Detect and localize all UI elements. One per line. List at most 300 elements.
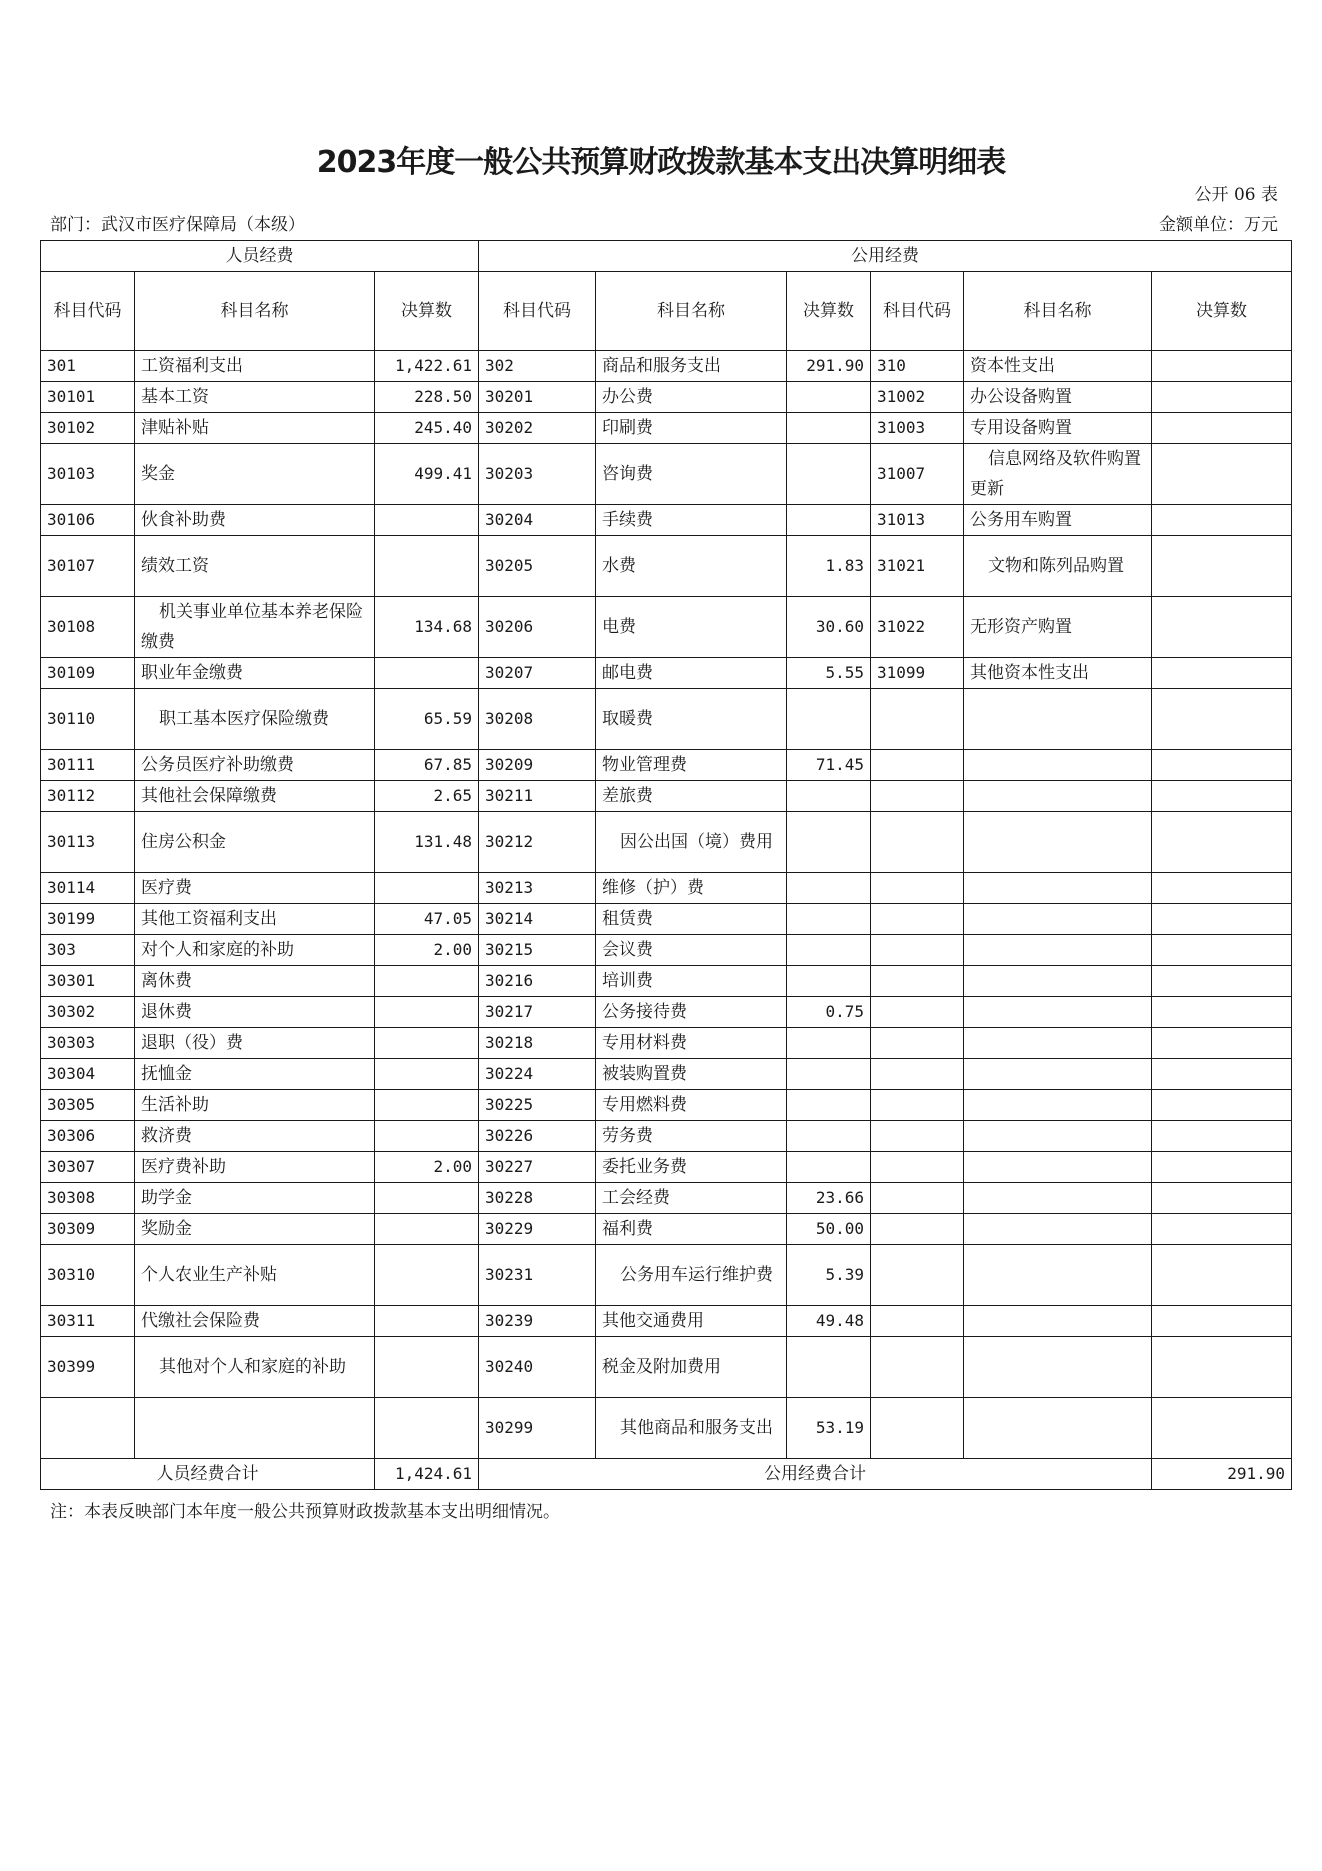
cell-amount (1152, 413, 1292, 444)
cell-name: 奖金 (135, 444, 375, 505)
cell-name: 文物和陈列品购置 (964, 536, 1152, 597)
cell-code: 30229 (479, 1214, 596, 1245)
cell-code: 301 (41, 351, 135, 382)
header-amount: 决算数 (1152, 272, 1292, 351)
cell-name: 被装购置费 (596, 1059, 787, 1090)
table-row (41, 1059, 1292, 1090)
cell-code: 30399 (41, 1337, 135, 1398)
cell-code: 30215 (479, 935, 596, 966)
cell-amount (375, 505, 479, 536)
cell-name: 物业管理费 (596, 750, 787, 781)
cell-name: 公务用车运行维护费 (596, 1245, 787, 1306)
cell-name (964, 689, 1152, 750)
cell-code: 30302 (41, 997, 135, 1028)
cell-name (964, 750, 1152, 781)
cell-code (871, 812, 964, 873)
cell-name: 其他社会保障缴费 (135, 781, 375, 812)
personnel-total-label: 人员经费合计 (41, 1459, 375, 1490)
cell-amount (1152, 536, 1292, 597)
cell-code: 30114 (41, 873, 135, 904)
table-row (41, 873, 1292, 904)
page-title: 2023年度一般公共预算财政拨款基本支出决算明细表 (316, 145, 1006, 180)
cell-amount: 228.50 (375, 382, 479, 413)
cell-code: 30310 (41, 1245, 135, 1306)
cell-name (964, 997, 1152, 1028)
cell-code: 30201 (479, 382, 596, 413)
cell-code: 30218 (479, 1028, 596, 1059)
cell-name (964, 1152, 1152, 1183)
cell-name: 其他商品和服务支出 (596, 1398, 787, 1459)
cell-name (964, 1306, 1152, 1337)
cell-name (964, 1059, 1152, 1090)
cell-amount (1152, 873, 1292, 904)
cell-code: 30309 (41, 1214, 135, 1245)
cell-code: 30299 (479, 1398, 596, 1459)
personnel-group-header: 人员经费 (41, 241, 479, 272)
cell-amount (787, 689, 871, 750)
cell-code (871, 781, 964, 812)
table-row (41, 997, 1292, 1028)
cell-code: 303 (41, 935, 135, 966)
cell-amount (375, 1028, 479, 1059)
cell-amount: 53.19 (787, 1398, 871, 1459)
cell-name: 邮电费 (596, 658, 787, 689)
cell-code: 30213 (479, 873, 596, 904)
table-row (41, 966, 1292, 997)
cell-name: 基本工资 (135, 382, 375, 413)
cell-amount (1152, 1214, 1292, 1245)
cell-amount (787, 904, 871, 935)
cell-name: 维修（护）费 (596, 873, 787, 904)
cell-code: 30110 (41, 689, 135, 750)
cell-amount: 245.40 (375, 413, 479, 444)
cell-code: 30304 (41, 1059, 135, 1090)
cell-amount (375, 1214, 479, 1245)
cell-amount: 291.90 (787, 351, 871, 382)
cell-amount (787, 1337, 871, 1398)
cell-code (871, 997, 964, 1028)
cell-code: 30111 (41, 750, 135, 781)
cell-amount (1152, 1090, 1292, 1121)
cell-code: 30228 (479, 1183, 596, 1214)
table-column-header (41, 272, 1292, 351)
cell-code: 30209 (479, 750, 596, 781)
table-row (41, 658, 1292, 689)
cell-amount (375, 1306, 479, 1337)
public-total-label: 公用经费合计 (479, 1459, 1152, 1490)
cell-code (871, 1337, 964, 1398)
cell-amount (375, 997, 479, 1028)
amount-unit-label: 金额单位：万元 (1159, 215, 1278, 235)
cell-code (871, 1245, 964, 1306)
cell-code: 30109 (41, 658, 135, 689)
cell-code: 31099 (871, 658, 964, 689)
cell-code (871, 1306, 964, 1337)
table-row (41, 1121, 1292, 1152)
table-row (41, 904, 1292, 935)
cell-amount: 1.83 (787, 536, 871, 597)
cell-amount (1152, 689, 1292, 750)
cell-name: 公务员医疗补助缴费 (135, 750, 375, 781)
header-amount: 决算数 (787, 272, 871, 351)
cell-code: 30224 (479, 1059, 596, 1090)
cell-amount (1152, 505, 1292, 536)
department-label: 部门：武汉市医疗保障局（本级） (50, 215, 305, 235)
cell-name: 水费 (596, 536, 787, 597)
table-group-header (41, 241, 1292, 272)
header-amount: 决算数 (375, 272, 479, 351)
form-number: 公开 06 表 (1194, 185, 1278, 205)
table-row (41, 689, 1292, 750)
cell-amount (787, 966, 871, 997)
cell-code: 30102 (41, 413, 135, 444)
table-row (41, 1306, 1292, 1337)
cell-name: 工会经费 (596, 1183, 787, 1214)
cell-amount (1152, 750, 1292, 781)
cell-amount (375, 1090, 479, 1121)
cell-name: 专用设备购置 (964, 413, 1152, 444)
cell-code: 30107 (41, 536, 135, 597)
cell-name: 取暖费 (596, 689, 787, 750)
cell-name (135, 1398, 375, 1459)
cell-amount (787, 1152, 871, 1183)
cell-amount (375, 658, 479, 689)
cell-name: 办公费 (596, 382, 787, 413)
table-row (41, 781, 1292, 812)
cell-amount (787, 413, 871, 444)
expenditure-detail-table (40, 240, 1292, 1490)
cell-name: 劳务费 (596, 1121, 787, 1152)
cell-amount (1152, 1337, 1292, 1398)
cell-amount (1152, 1398, 1292, 1459)
cell-name: 印刷费 (596, 413, 787, 444)
cell-code: 30106 (41, 505, 135, 536)
cell-amount: 30.60 (787, 597, 871, 658)
cell-amount (1152, 966, 1292, 997)
table-row (41, 750, 1292, 781)
cell-name: 委托业务费 (596, 1152, 787, 1183)
cell-name (964, 1245, 1152, 1306)
cell-code (871, 1398, 964, 1459)
cell-name: 公务用车购置 (964, 505, 1152, 536)
cell-name: 绩效工资 (135, 536, 375, 597)
cell-code (871, 1121, 964, 1152)
cell-name: 会议费 (596, 935, 787, 966)
cell-name: 退职（役）费 (135, 1028, 375, 1059)
cell-amount (787, 505, 871, 536)
cell-name: 救济费 (135, 1121, 375, 1152)
cell-amount (375, 1183, 479, 1214)
personnel-total-value: 1,424.61 (375, 1459, 479, 1490)
cell-amount (787, 1090, 871, 1121)
cell-name (964, 781, 1152, 812)
cell-code: 31002 (871, 382, 964, 413)
cell-name: 机关事业单位基本养老保险缴费 (135, 597, 375, 658)
cell-code (871, 689, 964, 750)
cell-amount (787, 781, 871, 812)
cell-amount (787, 935, 871, 966)
cell-code: 31003 (871, 413, 964, 444)
cell-amount: 50.00 (787, 1214, 871, 1245)
cell-name: 伙食补助费 (135, 505, 375, 536)
cell-amount (1152, 1306, 1292, 1337)
cell-amount: 2.00 (375, 935, 479, 966)
cell-amount (787, 382, 871, 413)
cell-name: 租赁费 (596, 904, 787, 935)
cell-amount (1152, 1152, 1292, 1183)
table-row (41, 1090, 1292, 1121)
cell-name: 离休费 (135, 966, 375, 997)
cell-amount (1152, 1028, 1292, 1059)
table-row (41, 935, 1292, 966)
cell-code (871, 1090, 964, 1121)
table-row (41, 536, 1292, 597)
cell-name: 专用材料费 (596, 1028, 787, 1059)
table-row (41, 1398, 1292, 1459)
table-row (41, 597, 1292, 658)
cell-name: 福利费 (596, 1214, 787, 1245)
cell-amount (787, 873, 871, 904)
cell-amount (1152, 351, 1292, 382)
cell-amount: 2.65 (375, 781, 479, 812)
cell-amount (1152, 444, 1292, 505)
cell-code (871, 873, 964, 904)
table-row (41, 382, 1292, 413)
cell-name: 办公设备购置 (964, 382, 1152, 413)
cell-name (964, 904, 1152, 935)
cell-code: 30108 (41, 597, 135, 658)
cell-code: 30203 (479, 444, 596, 505)
cell-name: 退休费 (135, 997, 375, 1028)
cell-name: 差旅费 (596, 781, 787, 812)
cell-name: 因公出国（境）费用 (596, 812, 787, 873)
cell-code (871, 750, 964, 781)
cell-name (964, 1028, 1152, 1059)
table-row (41, 1337, 1292, 1398)
cell-name: 咨询费 (596, 444, 787, 505)
cell-amount (1152, 904, 1292, 935)
cell-name: 个人农业生产补贴 (135, 1245, 375, 1306)
cell-amount (1152, 1121, 1292, 1152)
cell-code: 30227 (479, 1152, 596, 1183)
cell-code: 310 (871, 351, 964, 382)
cell-code: 30311 (41, 1306, 135, 1337)
cell-code: 30216 (479, 966, 596, 997)
cell-amount (1152, 997, 1292, 1028)
cell-amount: 1,422.61 (375, 351, 479, 382)
totals-row (41, 1459, 1292, 1490)
cell-name (964, 1214, 1152, 1245)
cell-amount (787, 1028, 871, 1059)
table-row (41, 1028, 1292, 1059)
cell-amount (1152, 658, 1292, 689)
cell-code (41, 1398, 135, 1459)
cell-code: 30212 (479, 812, 596, 873)
table-row (41, 1183, 1292, 1214)
cell-code: 30301 (41, 966, 135, 997)
cell-name (964, 812, 1152, 873)
cell-code: 30239 (479, 1306, 596, 1337)
table-row (41, 1214, 1292, 1245)
cell-code (871, 966, 964, 997)
cell-code: 30199 (41, 904, 135, 935)
cell-amount (787, 1121, 871, 1152)
cell-amount (375, 966, 479, 997)
cell-amount: 47.05 (375, 904, 479, 935)
cell-name: 抚恤金 (135, 1059, 375, 1090)
cell-code: 30113 (41, 812, 135, 873)
cell-name: 信息网络及软件购置更新 (964, 444, 1152, 505)
cell-code: 30202 (479, 413, 596, 444)
table-row (41, 444, 1292, 505)
cell-amount: 67.85 (375, 750, 479, 781)
cell-amount (1152, 812, 1292, 873)
cell-code: 30303 (41, 1028, 135, 1059)
public-group-header: 公用经费 (479, 241, 1292, 272)
cell-code: 30226 (479, 1121, 596, 1152)
cell-name (964, 1398, 1152, 1459)
cell-amount: 5.39 (787, 1245, 871, 1306)
cell-amount (1152, 1059, 1292, 1090)
cell-amount (787, 812, 871, 873)
cell-code: 30205 (479, 536, 596, 597)
cell-name (964, 966, 1152, 997)
cell-name: 职工基本医疗保险缴费 (135, 689, 375, 750)
cell-amount (375, 1121, 479, 1152)
cell-code: 31013 (871, 505, 964, 536)
footnote: 注：本表反映部门本年度一般公共预算财政拨款基本支出明细情况。 (50, 1502, 560, 1522)
cell-code: 30231 (479, 1245, 596, 1306)
cell-amount: 71.45 (787, 750, 871, 781)
cell-code: 30207 (479, 658, 596, 689)
cell-amount: 23.66 (787, 1183, 871, 1214)
cell-amount: 2.00 (375, 1152, 479, 1183)
cell-name: 对个人和家庭的补助 (135, 935, 375, 966)
cell-code (871, 935, 964, 966)
table-row (41, 351, 1292, 382)
cell-amount (1152, 597, 1292, 658)
cell-name: 奖励金 (135, 1214, 375, 1245)
cell-code: 31022 (871, 597, 964, 658)
table-row (41, 1245, 1292, 1306)
cell-code: 30211 (479, 781, 596, 812)
cell-code: 302 (479, 351, 596, 382)
cell-code (871, 1152, 964, 1183)
header-name: 科目名称 (135, 272, 375, 351)
table-row (41, 1152, 1292, 1183)
cell-code: 30307 (41, 1152, 135, 1183)
cell-name: 手续费 (596, 505, 787, 536)
cell-code (871, 904, 964, 935)
cell-name: 工资福利支出 (135, 351, 375, 382)
header-name: 科目名称 (596, 272, 787, 351)
cell-name: 专用燃料费 (596, 1090, 787, 1121)
cell-amount (375, 1059, 479, 1090)
cell-code: 30214 (479, 904, 596, 935)
cell-name: 培训费 (596, 966, 787, 997)
cell-amount (375, 1337, 479, 1398)
cell-code: 30204 (479, 505, 596, 536)
cell-name: 代缴社会保险费 (135, 1306, 375, 1337)
public-total-value: 291.90 (1152, 1459, 1292, 1490)
cell-code (871, 1183, 964, 1214)
cell-name: 生活补助 (135, 1090, 375, 1121)
cell-code: 30240 (479, 1337, 596, 1398)
cell-amount (375, 1398, 479, 1459)
cell-amount (1152, 382, 1292, 413)
cell-amount (1152, 1245, 1292, 1306)
header-code: 科目代码 (479, 272, 596, 351)
cell-code: 30305 (41, 1090, 135, 1121)
cell-amount (1152, 935, 1292, 966)
header-code: 科目代码 (871, 272, 964, 351)
cell-amount (375, 873, 479, 904)
cell-code: 30308 (41, 1183, 135, 1214)
cell-code: 30206 (479, 597, 596, 658)
cell-code: 31021 (871, 536, 964, 597)
cell-amount: 134.68 (375, 597, 479, 658)
cell-name (964, 1090, 1152, 1121)
table-row (41, 812, 1292, 873)
cell-code: 30101 (41, 382, 135, 413)
cell-code (871, 1059, 964, 1090)
cell-name: 电费 (596, 597, 787, 658)
cell-name (964, 1183, 1152, 1214)
cell-amount: 0.75 (787, 997, 871, 1028)
cell-name: 其他交通费用 (596, 1306, 787, 1337)
cell-name: 其他资本性支出 (964, 658, 1152, 689)
cell-name: 医疗费 (135, 873, 375, 904)
table-row (41, 505, 1292, 536)
cell-amount: 499.41 (375, 444, 479, 505)
cell-name: 税金及附加费用 (596, 1337, 787, 1398)
cell-name (964, 873, 1152, 904)
cell-amount (375, 536, 479, 597)
cell-amount: 5.55 (787, 658, 871, 689)
cell-amount: 49.48 (787, 1306, 871, 1337)
cell-name: 其他工资福利支出 (135, 904, 375, 935)
cell-name: 商品和服务支出 (596, 351, 787, 382)
cell-amount: 65.59 (375, 689, 479, 750)
cell-name: 公务接待费 (596, 997, 787, 1028)
cell-code: 30103 (41, 444, 135, 505)
cell-amount (375, 1245, 479, 1306)
table-row (41, 413, 1292, 444)
cell-code (871, 1214, 964, 1245)
cell-name: 资本性支出 (964, 351, 1152, 382)
cell-name (964, 1337, 1152, 1398)
cell-name: 职业年金缴费 (135, 658, 375, 689)
cell-name: 其他对个人和家庭的补助 (135, 1337, 375, 1398)
cell-name (964, 935, 1152, 966)
cell-name: 医疗费补助 (135, 1152, 375, 1183)
cell-name: 助学金 (135, 1183, 375, 1214)
cell-amount: 131.48 (375, 812, 479, 873)
header-name: 科目名称 (964, 272, 1152, 351)
cell-amount (787, 1059, 871, 1090)
cell-amount (787, 444, 871, 505)
cell-code: 31007 (871, 444, 964, 505)
cell-code (871, 1028, 964, 1059)
cell-name (964, 1121, 1152, 1152)
cell-code: 30306 (41, 1121, 135, 1152)
cell-name: 住房公积金 (135, 812, 375, 873)
cell-code: 30217 (479, 997, 596, 1028)
cell-code: 30208 (479, 689, 596, 750)
cell-code: 30112 (41, 781, 135, 812)
cell-code: 30225 (479, 1090, 596, 1121)
cell-amount (1152, 1183, 1292, 1214)
